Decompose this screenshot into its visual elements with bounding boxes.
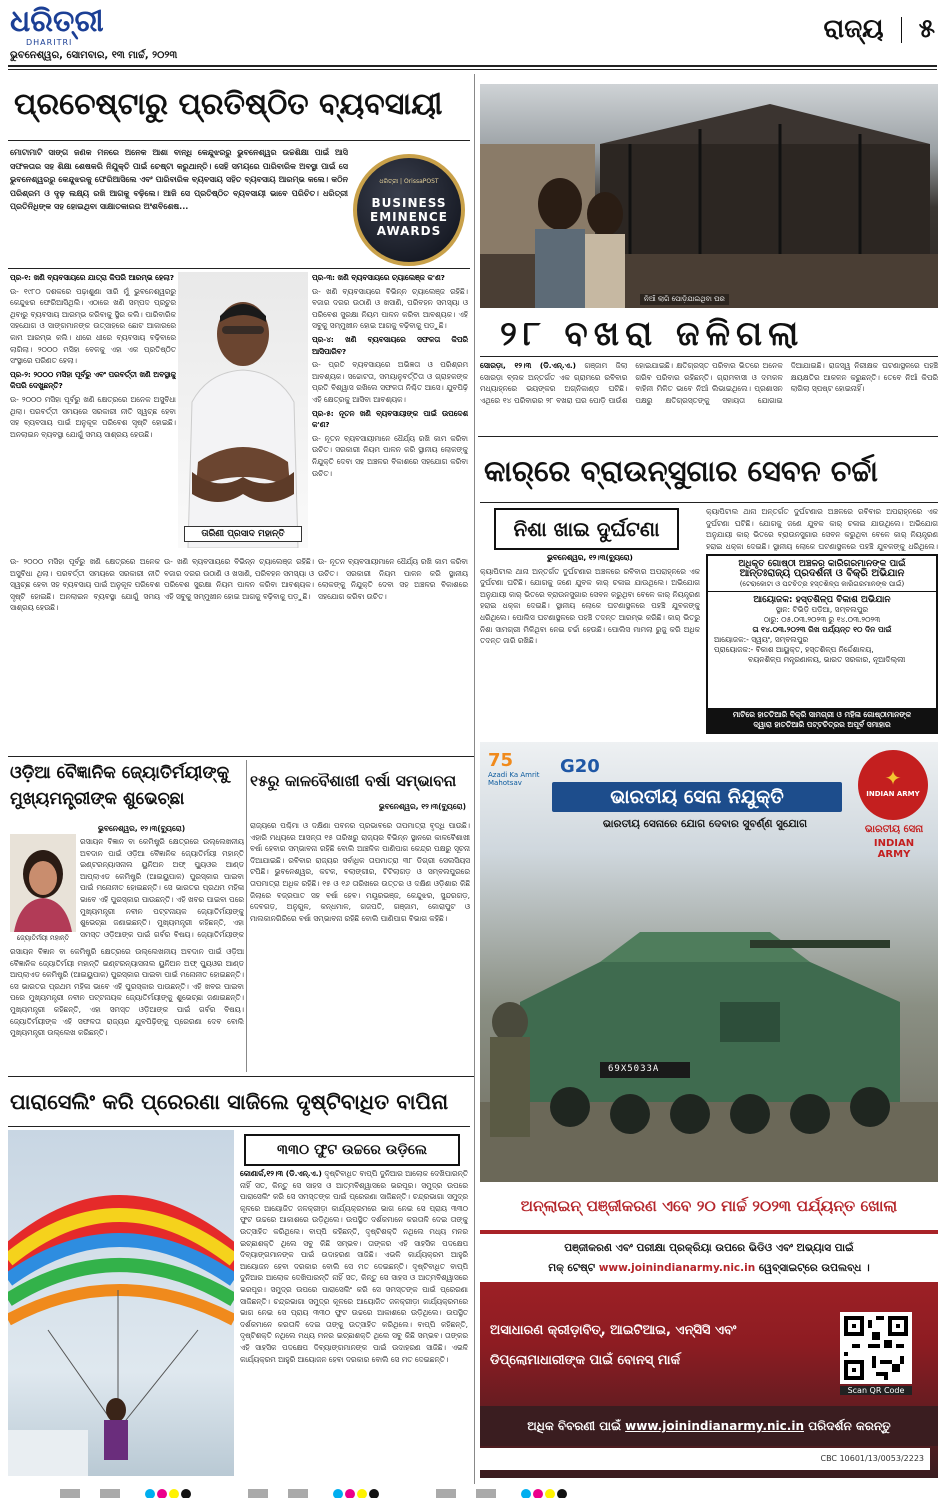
- paraseil-text: ଦୃଷ୍ଟିବାଧିତ ବାପ୍ପି ଦୁନିଆର ଆଲୋକ ଦେଖିପାରନ୍ତି ନାହିଁ ସତ, କିନ୍ତୁ ସେ ସାହସ ଓ ଆତ୍ମବିଶ୍ୱାସରେ ଭରପୂର। ସମୁଦ୍ର ଉପରେ ପାରାସେଲିଂ କରି ସେ ସମସ୍ତଙ୍କ ପାଇଁ ପ୍ରେରଣା ସାଜିଛନ୍ତି। ଚନ୍ଦ୍ରଭାଗା ସମୁଦ୍ର କୂଳରେ ଆୟୋଜିତ ଜଳକ୍ରୀଡ଼ା କାର୍ଯ୍ୟକ୍ରମରେ ଭାଗ ନେଇ ସେ ପ୍ରାୟ ୩୩୦ ଫୁଟ ଉଚ୍ଚରେ ଆକାଶରେ ଉଡ଼ିଥିଲେ। ଉପସ୍ଥିତ ଦର୍ଶକମାନେ କରତାଳି ଦେଇ ତାଙ୍କୁ ଉତ୍ସାହିତ କରିଥିଲେ। ବାପ୍ପି କହିଛନ୍ତି, ଦୃଷ୍ଟିଶକ୍ତି ନଥିଲେ ମଧ୍ୟ ମନର ଇଚ୍ଛାଶକ୍ତି ଥିଲେ ସବୁ କିଛି ସମ୍ଭବ। ତାଙ୍କର ଏହି ସାହସିକ ପଦକ୍ଷେପ ଦିବ୍ୟାଙ୍ଗମାନଙ୍କ ପାଇଁ ଉଦାହରଣ ସାଜିଛି। ଏଭଳି କାର୍ଯ୍ୟକ୍ରମ ଆହୁରି ଆୟୋଜନ ହେବା ଦରକାର ବୋଲି ସେ ମତ ଦେଇଛନ୍ତି।: [240, 1169, 468, 1271]
- expo-l3: ବୟନଶିଳ୍ପ ମନ୍ତ୍ରଣାଳୟ, ଭାରତ ସରକାର, ନୂଆଦିଲ୍ଲୀ: [748, 655, 906, 664]
- astro-photo: [10, 834, 76, 932]
- expo-l1: ଆୟୋଜକ:- ସ୍ୱୟଂ, ସମ୍ବଲପୁର: [714, 635, 809, 644]
- business-col-4: ଉ- ୨୦୦୦ ମସିହା ପୂର୍ବରୁ ଖଣି କ୍ଷେତ୍ରରେ ଅନେକ ଅସୁବିଧା ଥିଲା। ପରବର୍ତ୍ତୀ ସମୟରେ ସରକାରୀ ନୀତି ସ୍ୱଚ୍ଛ ହେବା ସହ ବ୍ୟବସାୟ ପାଇଁ ଅନୁକୂଳ ପରିବେଶ ସୃଷ୍ଟି ହୋଇଛି। ଅନଲାଇନ ବ୍ୟବସ୍ଥା ଯୋଗୁଁ ସମୟ ସାଶ୍ରୟ ହେଉଛି।: [10, 557, 160, 613]
- fire-text: ଗଞ୍ଜାମ ଜିଲା ସୋରଡ଼ା ବ୍ଲକ ଅନ୍ତର୍ଗତ ଏକ ଗ୍ରାମରେ ରବିବାର ମଧ୍ୟାହ୍ନରେ ଭୟଙ୍କର ଅଗ୍ନିକାଣ୍ଡ ଘଟିଛି। ଏଥିରେ ୧୪ ପରିବାରର ୨୮ ବଖରା ଘର ପୋଡ଼ି ପାଉଁଶ ହୋଇଯାଇଛି। କ୍ଷତିଗ୍ରସ୍ତ ପରିବାର ଭିତରେ ଅନେକ ଗରିବ ପରିବାର ରହିଛନ୍ତି। ଗ୍ରାମବାସୀ ଓ ଦମକଳ ବାହିନୀ ମିଳିତ ଭାବେ ନିଆଁ ଲିଭାଇଥିଲେ। ପ୍ରଶାସନ ପକ୍ଷରୁ କ୍ଷତିଗ୍ରସ୍ତଙ୍କୁ ସହାୟତା ଯୋଗାଇ ଦିଆଯାଇଛି। ରାଜସ୍ୱ ନିରୀକ୍ଷକ ଘଟଣାସ୍ଥଳରେ ପହଞ୍ଚି କ୍ଷୟକ୍ଷତିର ଆକଳନ କରୁଛନ୍ତି। ତେବେ ନିଆଁ କିପରି ଲାଗିଲା ସ୍ପଷ୍ଟ ହୋଇନାହିଁ।: [480, 361, 938, 405]
- business-col-1: [10, 272, 176, 552]
- astro-dateline: ଭୁବନେଶ୍ୱର, ୧୨।୩(ବ୍ୟୁରୋ): [98, 824, 186, 833]
- mock-line2: ମକ୍ ଟେଷ୍ଟ www.joinindianarmy.nic.in ୱେବ୍‌ସାଇଟ୍‌ରେ ଉପଲବ୍ଧ ।: [548, 1262, 870, 1274]
- expo-box: [706, 554, 938, 734]
- astro-body: ରସାୟନ ବିଜ୍ଞାନ ବା କେମିଷ୍ଟ୍ରି କ୍ଷେତ୍ରରେ ଉଲ୍ଲେଖନୀୟ ଅବଦାନ ପାଇଁ ଓଡ଼ିଆ ବୈଜ୍ଞାନିକ ଜ୍ୟୋତିର୍ମୟୀ ମହାନ୍ତି ଇଣ୍ଟରନ୍ୟାସନାଲ ୟୁନିଅନ ଅଫ୍ ପ୍ୟୁଓର ଆଣ୍ଡ ଆପ୍ଲାଏଡ କେମିଷ୍ଟ୍ରି (ଆଇୟୁପାକ) ପୁରସ୍କାର ପାଇବା ପାଇଁ ମନୋନୀତ ହୋଇଛନ୍ତି। ସେ ଭାରତର ପ୍ରଥମ ମହିଳା ଭାବେ ଏହି ପୁରସ୍କାର ପାଉଛନ୍ତି। ଏହି ଖବର ପାଇବା ପରେ ମୁଖ୍ୟମନ୍ତ୍ରୀ ନବୀନ ପଟ୍ଟନାୟକ ଜ୍ୟୋତିର୍ମୟୀଙ୍କୁ ଶୁଭେଚ୍ଛା ଜଣାଇଛନ୍ତି। ମୁଖ୍ୟମନ୍ତ୍ରୀ କହିଛନ୍ତି, ଏହା ସମସ୍ତ ଓଡ଼ିଆଙ୍କ ପାଇଁ ଗର୍ବର ବିଷୟ। ଜ୍ୟୋତିର୍ମୟୀଙ୍କ ଏହି ସଫଳତା ରାଜ୍ୟର ଯୁବପିଢ଼ିଙ୍କୁ ପ୍ରେରଣା ଦେବ ବୋଲି ମୁଖ୍ୟମନ୍ତ୍ରୀ ଉଲ୍ଲେଖ କରିଛନ୍ତି।: [10, 947, 244, 1038]
- award-line3: AWARDS: [376, 224, 442, 238]
- q5: ପ୍ର-୫: ନୂତନ ଖଣି ବ୍ୟବସାୟୀଙ୍କ ପାଇଁ ଉପଦେଶ କ'ଣ?: [312, 408, 468, 430]
- army-recruitment-ad[interactable]: [480, 742, 938, 1478]
- tank-number: 69X5033A: [608, 1064, 660, 1074]
- reg-headline: ଅନ୍‌ଲାଇନ୍ ପଞ୍ଜୀକରଣ ଏବେ ୨୦ ମାର୍ଚ୍ଚ ୨୦୨୩ ପର୍ଯ୍ୟନ୍ତ ଖୋଲା: [520, 1196, 898, 1215]
- dharitri-logo[interactable]: [10, 6, 140, 48]
- a2: ଉ- ୨୦୦୦ ମସିହା ପୂର୍ବରୁ ଖଣି କ୍ଷେତ୍ରରେ ଅନେକ ଅସୁବିଧା ଥିଲା। ପରବର୍ତ୍ତୀ ସମୟରେ ସରକାରୀ ନୀତି ସ୍ୱଚ୍ଛ ହେବା ସହ ବ୍ୟବସାୟ ପାଇଁ ଅନୁକୂଳ ପରିବେଶ ସୃଷ୍ଟି ହୋଇଛି। ଅନଲାଇନ ବ୍ୟବସ୍ଥା ଯୋଗୁଁ ସମୟ ସାଶ୍ରୟ ହେଉଛି।: [10, 394, 176, 439]
- expo-title: ଅଧିକୃତ ଗୋଷ୍ଠୀ ଅଞ୍ଚଳର କାରିଗରମାନଙ୍କ ପାଇଁ: [738, 559, 906, 569]
- expo-l2: ପ୍ରାୟୋଜକ:- ବିକାଶ ଆୟୁକ୍ତ, ହସ୍ତଶିଳ୍ପ ନିର୍ଦ୍ଦେଶାଳୟ,: [714, 645, 874, 654]
- expo-venue: ସ୍ଥାନ: ଟିଭିଡ଼ି ପଡ଼ିଆ, ସମ୍ବଲପୁର: [775, 605, 869, 614]
- business-col-3: [312, 272, 468, 552]
- rain-headline: ୧୫ରୁ କାଳବୈଶାଖୀ ବର୍ଷା ସମ୍ଭାବନା: [250, 771, 457, 790]
- brownsugar-story: [480, 440, 938, 736]
- qr-label: Scan QR Code: [840, 1386, 912, 1395]
- portrait-caption: ତାରିଣୀ ପ୍ରସାଦ ମହାନ୍ତି: [184, 526, 302, 542]
- a3: ଉ- ଖଣି ବ୍ୟବସାୟରେ ବିଭିନ୍ନ ଚ୍ୟାଲେଞ୍ଜ ରହିଛି। ବଜାର ଦରର ଉଠାଣି ଓ ଖସାଣି, ପରିବହନ ସମସ୍ୟା ଓ ପରିବେଶ ସୁରକ୍ଷା ନିୟମ ପାଳନ କରିବା ଆବଶ୍ୟକ। ଏହି ସବୁକୁ ସମ୍ମୁଖୀନ ହୋଇ ଆଗକୁ ବଢ଼ିବାକୁ ପଡ଼ୁଛି।: [312, 286, 468, 331]
- business-col-5: ଉ- ଖଣି ବ୍ୟବସାୟରେ ବିଭିନ୍ନ ଚ୍ୟାଲେଞ୍ଜ ରହିଛି। ବଜାର ଦରର ଉଠାଣି ଓ ଖସାଣି, ପରିବହନ ସମସ୍ୟା ଓ ପରିବେଶ ସୁରକ୍ଷା ନିୟମ ପାଳନ କରିବା ଆବଶ୍ୟକ। ଏହି ସବୁକୁ ସମ୍ମୁଖୀନ ହୋଇ ଆଗକୁ ବଢ଼ିବାକୁ ପଡ଼ୁଛି।: [164, 557, 314, 601]
- army-title-band: [552, 782, 842, 812]
- portrait-photo: [178, 272, 308, 548]
- expo-date: ଠାରୁ: ୦୫.୦୩.୨୦୨୩ ରୁ ୧୪.୦୩.୨୦୨୩: [763, 615, 881, 624]
- fire-body: [480, 360, 938, 434]
- azadi-text: Azadi Ka Amrit Mahotsav: [488, 771, 540, 787]
- astro-body-side: ରସାୟନ ବିଜ୍ଞାନ ବା କେମିଷ୍ଟ୍ରି କ୍ଷେତ୍ରରେ ଉଲ୍ଲେଖନୀୟ ଅବଦାନ ପାଇଁ ଓଡ଼ିଆ ବୈଜ୍ଞାନିକ ଜ୍ୟୋତିର୍ମୟୀ ମହାନ୍ତି ଇଣ୍ଟରନ୍ୟାସନାଲ ୟୁନିଅନ ଅଫ୍ ପ୍ୟୁଓର ଆଣ୍ଡ ଆପ୍ଲାଏଡ କେମିଷ୍ଟ୍ରି (ଆଇୟୁପାକ) ପୁରସ୍କାର ପାଇବା ପାଇଁ ମନୋନୀତ ହୋଇଛନ୍ତି। ସେ ଭାରତର ପ୍ରଥମ ମହିଳା ଭାବେ ଏହି ପୁରସ୍କାର ପାଉଛନ୍ତି। ଏହି ଖବର ପାଇବା ପରେ ମୁଖ୍ୟମନ୍ତ୍ରୀ ନବୀନ ପଟ୍ଟନାୟକ ଜ୍ୟୋତିର୍ମୟୀଙ୍କୁ ଶୁଭେଚ୍ଛା ଜଣାଇଛନ୍ତି। ମୁଖ୍ୟମନ୍ତ୍ରୀ କହିଛନ୍ତି, ଏହା ସମସ୍ତ ଓଡ଼ିଆଙ୍କ ପାଇଁ ଗର୍ବର ବିଷୟ। ଜ୍ୟୋତିର୍ମୟୀଙ୍କ: [80, 837, 244, 939]
- dateline: ଭୁବନେଶ୍ୱର, ସୋମବାର, ୧୩ ମାର୍ଚ୍ଚ, ୨୦୨୩: [10, 50, 178, 61]
- rain-dateline: ଭୁବନେଶ୍ୱର, ୧୨।୩(ବ୍ୟୁରୋ): [378, 802, 466, 811]
- paraseil-story: [8, 1080, 470, 1476]
- brownsugar-subhead: ନିଶା ଖାଇ ଦୁର୍ଘଟଣା: [494, 508, 679, 550]
- expo-footer1: ମାଟିରେ ହାତତିଆରି ବିକ୍ରି ସାମଗ୍ରୀ ଓ ମହିଳା ଗୋଷ୍ଠୀମାନଙ୍କ: [732, 710, 912, 719]
- bonus-line1: ଅସାଧାରଣ କ୍ରୀଡ଼ାବିତ୍, ଆଇଟିଆଇ, ଏନ୍‌ସିସି ଏବଂ: [490, 1323, 737, 1338]
- page-header: [824, 14, 935, 45]
- rain-story: [250, 760, 470, 1072]
- expo-footer: [708, 708, 936, 732]
- q4: ପ୍ର-୪: ଖଣି ବ୍ୟବସାୟରେ ସଫଳତା କିପରି ଆସିପାରିବ?: [312, 334, 468, 356]
- tank-illustration: [480, 852, 938, 1182]
- fire-headline: ୨୮ ବଖରା ଜଳିଗଲା: [500, 314, 805, 354]
- fire-story: [480, 74, 938, 434]
- a1: ଉ- ୧୯୮୦ ଦଶକରେ ପଢ଼ାଶୁଣା ସାରି ମୁଁ ଭୁବନେଶ୍ୱରରୁ କେନ୍ଦୁଝର ଫେରିଆସିଥିଲି। ଏଠାରେ ଖଣି ସମ୍ପଦ ପ୍ରଚୁର ଥିବାରୁ ବ୍ୟବସାୟ ଆରମ୍ଭ କରିବାକୁ ସ୍ଥିର କଲି। ପାରିବାରିକ ସହଯୋଗ ଓ ସାଙ୍ଗମାନଙ୍କ ଉତ୍ସାହରେ ଛୋଟ ଆକାରରେ କାମ ଆରମ୍ଭ କଲି। ଧୀରେ ଧୀରେ ବ୍ୟବସାୟ ବଢ଼ିବାରେ ଲାଗିଲା। ୨୦୦୦ ମସିହା ବେଳକୁ ଏହା ଏକ ପ୍ରତିଷ୍ଠିତ ସଂସ୍ଥାରେ ପରିଣତ ହେଲା।: [10, 286, 176, 366]
- more-url[interactable]: www.joinindianarmy.nic.in: [625, 1419, 805, 1433]
- cbc-code: CBC 10601/13/0053/2223: [480, 1448, 930, 1470]
- astro-story: [8, 760, 244, 1072]
- expo-footer2: ଦ୍ୱାରା ହାତତିଆରି ପଟ୍ଟଚିତ୍ରର ଅପୂର୍ବ ସମାହାର: [753, 720, 891, 729]
- q2: ପ୍ର-୨: ୨୦୦୦ ମସିହା ପୂର୍ବରୁ ଏବଂ ପରବର୍ତ୍ତୀ ଖଣି ଅବସ୍ଥାକୁ କିପରି ଦେଖୁଛନ୍ତି?: [10, 369, 176, 391]
- astro-photo-caption: ଜ୍ୟୋତିର୍ମୟୀ ମହାନ୍ତି: [16, 934, 70, 942]
- paraseil-dateline: କୋଣାର୍କ,୧୨।୩ (ଡି.ଏନ୍.ଏ.): [240, 1169, 322, 1178]
- azadi-logo: [488, 750, 548, 787]
- business-col-6: ଉ- ନୂତନ ବ୍ୟବସାୟୀମାନେ ଧୈର୍ଯ୍ୟ ରଖି କାମ କରିବା ଉଚିତ। ସରକାରୀ ନିୟମ ପାଳନ କରି ସ୍ଥାନୀୟ ଲୋକଙ୍କୁ ନିଯୁକ୍ତି ଦେବା ସହ ଅଞ୍ଚଳର ବିକାଶରେ ସହଯୋଗ କରିବା ଉଚିତ।: [318, 557, 468, 601]
- g20-logo: G20: [560, 756, 600, 777]
- page-number: ୫: [918, 14, 935, 44]
- army-odia-name: ଭାରତୀୟ ସେନା: [864, 824, 924, 835]
- qr-code[interactable]: [840, 1312, 912, 1384]
- fire-photo: [480, 84, 938, 308]
- mock-line1: ପଞ୍ଜୀକରଣ ଏବଂ ପରୀକ୍ଷା ପ୍ରକ୍ରିୟା ଉପରେ ଭିଡିଓ ଏବଂ ଅଭ୍ୟାସ ପାଇଁ: [564, 1242, 854, 1254]
- indian-army-badge-label: INDIAN ARMY: [866, 790, 920, 798]
- army-en-name: INDIAN ARMY: [873, 838, 915, 860]
- brownsugar-body: [480, 552, 700, 736]
- fire-dateline: ସୋରଡ଼ା, ୧୨।୩ (ଡି.ଏନ୍.ଏ.): [480, 361, 577, 370]
- brownsugar-headline: କାର୍‌ରେ ବ୍ରାଉନ୍‌ସୁଗାର ସେବନ ଚର୍ଚ୍ଚା: [484, 454, 878, 488]
- award-line2: EMINENCE: [370, 210, 448, 224]
- rain-body: ରାଜ୍ୟରେ ପଶ୍ଚିମା ଓ ଦକ୍ଷିଣା ପବନର ପ୍ରଭାବରେ ତାପମାତ୍ରା ବୃଦ୍ଧି ପାଉଛି। ଏହାରି ମଧ୍ୟରେ ଆସନ୍ତା ୧୫ ତାରିଖରୁ ରାଜ୍ୟର ବିଭିନ୍ନ ସ୍ଥାନରେ କାଳବୈଶାଖୀ ବର୍ଷା ହେବାର ସମ୍ଭାବନା ରହିଛି ବୋଲି ଆଞ୍ଚଳିକ ପାଣିପାଗ କେନ୍ଦ୍ର ପକ୍ଷରୁ ସୂଚନା ଦିଆଯାଇଛି। ରବିବାର ରାଜ୍ୟର ସର୍ବାଧିକ ତାପମାତ୍ରା ୩୮ ଡିଗ୍ରୀ ସେଲସିୟସ ଟପିଛି। ଭୁବନେଶ୍ୱର, କଟକ, ବଲାଙ୍ଗୀର, ଟିଟିଲାଗଡ଼ ଓ ସମ୍ବଲପୁରରେ ତାପମାତ୍ରା ଅଧିକ ରହିଛି। ୧୫ ଓ ୧୬ ତାରିଖରେ ଉତ୍ତର ଓ ଦକ୍ଷିଣ ଓଡ଼ିଶାର କିଛି ଜିଲାରେ ବଜ୍ରପାତ ସହ ବର୍ଷା ହେବ। ମୟୂରଭଞ୍ଜ, କେନ୍ଦୁଝର, ସୁନ୍ଦରଗଡ଼, ଦେବଗଡ଼, ଅନୁଗୁଳ, କନ୍ଧମାଳ, ଗଜପତି, ଗଞ୍ଜାମ, କୋରାପୁଟ ଓ ମାଲକାନଗିରିରେ ବର୍ଷା ସମ୍ଭାବନା ରହିଛି ବୋଲି ପାଣିପାଗ ବିଭାଗ କହିଛି।: [250, 821, 470, 923]
- print-marks: [60, 1484, 920, 1496]
- q3: ପ୍ର-୩: ଖଣି ବ୍ୟବସାୟରେ ଚ୍ୟାଲେଞ୍ଜ କ'ଣ?: [312, 273, 445, 282]
- expo-days: ତା ୧୪.୦୩.୨୦୨୩ ରିଖ ପର୍ଯ୍ୟନ୍ତ ୧୦ ଦିନ ପାଇଁ: [752, 625, 892, 634]
- indian-army-badge: ✦ INDIAN ARMY: [858, 750, 928, 820]
- mock-test: [480, 1234, 938, 1282]
- brownsugar-dateline: ଭୁବନେଶ୍ୱର, ୧୨।୩(ବ୍ୟୁରୋ): [547, 553, 633, 562]
- a5: ଉ- ନୂତନ ବ୍ୟବସାୟୀମାନେ ଧୈର୍ଯ୍ୟ ରଖି କାମ କରିବା ଉଚିତ। ସରକାରୀ ନିୟମ ପାଳନ କରି ସ୍ଥାନୀୟ ଲୋକଙ୍କୁ ନିଯୁକ୍ତି ଦେବା ସହ ଅଞ୍ଚଳର ବିକାଶରେ ସହଯୋଗ କରିବା ଉଚିତ।: [312, 433, 468, 478]
- astro-headline-2: ମୁଖ୍ୟମନ୍ତ୍ରୀଙ୍କ ଶୁଭେଚ୍ଛା: [10, 789, 185, 809]
- award-line1: BUSINESS: [371, 196, 447, 210]
- business-intro: ମୋଟାମାଟି ସାଙ୍ଗ ଜଣକ ମନରେ ଅନେକ ଆଶା ବାନ୍ଧି କେନ୍ଦୁଝରରୁ ଭୁବନେଶ୍ୱର ଉଚ୍ଚଶିକ୍ଷା ପାଇଁ ଆସି ସଫଳତାର ସହ ଶିକ୍ଷା ଶେଷକରି ନିଯୁକ୍ତି ପାଇଁ ଚେଷ୍ଟା କରୁଥାନ୍ତି। ସେହି ସମୟରେ ପାରିବାରିକ ଅବସ୍ଥା ପାଇଁ ସେ ଭୁବନେଶ୍ୱରରୁ କେନ୍ଦୁଝରକୁ ଫେରିଆସିଲେ ଏବଂ ପାରିବାରିକ ବ୍ୟବସାୟ ସହିତ ବ୍ୟବସାୟ ଆରମ୍ଭ କଲେ। କଠିନ ପରିଶ୍ରମ ଓ ଦୃଢ଼ ଲକ୍ଷ୍ୟ ରଖି ଆଗକୁ ବଢ଼ିଲେ। ଆଜି ସେ ପ୍ରତିଷ୍ଠିତ ବ୍ୟବସାୟୀ ଭାବେ ପରିଚିତ। ଧରିତ୍ରୀ ପ୍ରତିନିଧିଙ୍କ ସହ ହୋଇଥିବା ସାକ୍ଷାତକାରର ଅଂଶବିଶେଷ...: [10, 148, 348, 211]
- expo-organizer: (ଟେରାକୋଟା ଓ ପଟଚିତ୍ର ହସ୍ତଶିଳ୍ପ କାରିଗରମାନଙ୍କ ପାଇଁ): [708, 579, 936, 592]
- paraseil-photo: [8, 1130, 234, 1476]
- logo-text: ଧରିତ୍ରୀ: [10, 4, 104, 39]
- paraseil-body: କୋଣାର୍କ,୧୨।୩ (ଡି.ଏନ୍.ଏ.) ଦୃଷ୍ଟିବାଧିତ ବାପ୍ପି ଦୁନିଆର ଆଲୋକ ଦେଖିପାରନ୍ତି ନାହିଁ ସତ, କିନ୍ତୁ ସେ ସାହସ ଓ ଆତ୍ମବିଶ୍ୱାସରେ ଭରପୂର। ସମୁଦ୍ର ଉପରେ ପାରାସେଲିଂ କରି ସେ ସମସ୍ତଙ୍କ ପାଇଁ ପ୍ରେରଣା ସାଜିଛନ୍ତି। ଚନ୍ଦ୍ରଭାଗା ସମୁଦ୍ର କୂଳରେ ଆୟୋଜିତ ଜଳକ୍ରୀଡ଼ା କାର୍ଯ୍ୟକ୍ରମରେ ଭାଗ ନେଇ ସେ ପ୍ରାୟ ୩୩୦ ଫୁଟ ଉଚ୍ଚରେ ଆକାଶରେ ଉଡ଼ିଥିଲେ। ଉପସ୍ଥିତ ଦର୍ଶକମାନେ କରତାଳି ଦେଇ ତାଙ୍କୁ ଉତ୍ସାହିତ କରିଥିଲେ। ବାପ୍ପି କହିଛନ୍ତି, ଦୃଷ୍ଟିଶକ୍ତି ନଥିଲେ ମଧ୍ୟ ମନର ଇଚ୍ଛାଶକ୍ତି ଥିଲେ ସବୁ କିଛି ସମ୍ଭବ। ତାଙ୍କର ଏହି ସାହସିକ ପଦକ୍ଷେପ ଦିବ୍ୟାଙ୍ଗମାନଙ୍କ ପାଇଁ ଉଦାହରଣ ସାଜିଛି। ଏଭଳି କାର୍ଯ୍ୟକ୍ରମ ଆହୁରି ଆୟୋଜନ ହେବା ଦରକାର ବୋଲି ସେ ମତ ଦେଇଛନ୍ତି। ଦୃଷ୍ଟିବାଧିତ ବାପ୍ପି ଦୁନିଆର ଆଲୋକ ଦେଖିପାରନ୍ତି ନାହିଁ ସତ, କିନ୍ତୁ ସେ ସାହସ ଓ ଆତ୍ମବିଶ୍ୱାସରେ ଭରପୂର। ସମୁଦ୍ର ଉପରେ ପାରାସେଲିଂ କରି ସେ ସମସ୍ତଙ୍କ ପାଇଁ ପ୍ରେରଣା ସାଜିଛନ୍ତି। ଚନ୍ଦ୍ରଭାଗା ସମୁଦ୍ର କୂଳରେ ଆୟୋଜିତ ଜଳକ୍ରୀଡ଼ା କାର୍ଯ୍ୟକ୍ରମରେ ଭାଗ ନେଇ ସେ ପ୍ରାୟ ୩୩୦ ଫୁଟ ଉଚ୍ଚରେ ଆକାଶରେ ଉଡ଼ିଥିଲେ। ଉପସ୍ଥିତ ଦର୍ଶକମାନେ କରତାଳି ଦେଇ ତାଙ୍କୁ ଉତ୍ସାହିତ କରିଥିଲେ। ବାପ୍ପି କହିଛନ୍ତି, ଦୃଷ୍ଟିଶକ୍ତି ନଥିଲେ ମଧ୍ୟ ମନର ଇଚ୍ଛାଶକ୍ତି ଥିଲେ ସବୁ କିଛି ସମ୍ଭବ। ତାଙ୍କର ଏହି ସାହସିକ ପଦକ୍ଷେପ ଦିବ୍ୟାଙ୍ଗମାନଙ୍କ ପାଇଁ ଉଦାହରଣ ସାଜିଛି। ଏଭଳି କାର୍ଯ୍ୟକ୍ରମ ଆହୁରି ଆୟୋଜନ ହେବା ଦରକାର ବୋଲି ସେ ମତ ଦେଇଛନ୍ତି।: [240, 1169, 468, 1364]
- expo-host: ଆୟୋଜକ: ହସ୍ତଶିଳ୍ପ ବିକାଶ ଅଭିଯାନ: [753, 595, 891, 605]
- award-badge: [353, 154, 465, 266]
- brownsugar-right-top: କ୍ୟାପିଟାଲ ଥାନା ଅନ୍ତର୍ଗତ ଦୁର୍ଘଟଣାର ଅଞ୍ଚଳରେ ରବିବାର ଅପରାହ୍ନରେ ଏକ ଦୁର୍ଘଟଣା ଘଟିଛି। ଯୋଗକୁ ଜଣେ ଯୁବକ କାର୍ ଚଳାଇ ଯାଉଥିଲେ। ଅଭିଯୋଗ ଅନୁଯାୟୀ କାର୍ ଭିତରେ ବ୍ରାଉନସୁଗାର ସେବନ କରୁଥିବା ବେଳେ କାର୍ ନିୟନ୍ତ୍ରଣ ହରାଇ ଧକ୍କା ଦେଇଛି। ସ୍ଥାନୀୟ ଲୋକେ ଘଟଣାସ୍ଥଳରେ ପହଞ୍ଚି ଯୁବକଙ୍କୁ ଧରିଥିଲେ।: [706, 507, 938, 551]
- business-story: [8, 74, 470, 752]
- page-name: ରାଜ୍ୟ: [823, 14, 884, 44]
- bonus-text: [490, 1316, 830, 1376]
- award-brand: ଧରିତ୍ରୀ | OrissaPOST: [379, 178, 439, 185]
- army-subtitle: ଭାରତୀୟ ସେନାରେ ଯୋଗ ଦେବାର ସୁବର୍ଣ୍ଣ ସୁଯୋଗ: [602, 818, 808, 830]
- q1: ପ୍ର-୧: ଖଣି ବ୍ୟବସାୟରେ ଯାତ୍ରା କିପରି ଆରମ୍ଭ ହେଲା?: [10, 273, 174, 282]
- mock-url[interactable]: www.joinindianarmy.nic.in: [598, 1262, 756, 1274]
- astro-headline-1: ଓଡ଼ିଆ ବୈଜ୍ଞାନିକ ଜ୍ୟୋତିର୍ମୟୀଙ୍କୁ: [10, 763, 230, 783]
- reg-band: [480, 1182, 938, 1230]
- army-title: ଭାରତୀୟ ସେନା ନିଯୁକ୍ତି: [610, 786, 784, 808]
- more-info-band: ଅଧିକ ବିବରଣୀ ପାଇଁ www.joinindianarmy.nic.in ପରିଦର୍ଶନ କରନ୍ତୁ: [480, 1406, 938, 1446]
- business-headline: ପ୍ରଚେଷ୍ଟାରୁ ପ୍ରତିଷ୍ଠିତ ବ୍ୟବସାୟୀ: [14, 87, 443, 122]
- expo-subtitle: ଆନ୍ତଃରାଜ୍ୟ ପ୍ରଦର୍ଶନୀ ଓ ବିକ୍ରି ଅଭିଯାନ: [739, 568, 905, 579]
- a4: ଉ- ପ୍ରତି ବ୍ୟବସାୟରେ ଅଭିଜ୍ଞତା ଓ ପରିଶ୍ରମ ଆବଶ୍ୟକ। ସଚ୍ଚୋଟତା, ସମୟାନୁବର୍ତ୍ତିତା ଓ ଗ୍ରାହକଙ୍କ ପ୍ରତି ବିଶ୍ୱାସ ରଖିଲେ ସଫଳତା ନିଶ୍ଚିତ ଆସେ। ଯୁବପିଢ଼ି ଏହି କ୍ଷେତ୍ରକୁ ଆସିବା ଆବଶ୍ୟକ।: [312, 360, 468, 404]
- azadi-75: 75: [488, 750, 514, 771]
- bonus-line2: ଡିପ୍ଲୋମାଧାରୀଙ୍କ ପାଇଁ ବୋନସ୍ ମାର୍କ: [490, 1353, 681, 1368]
- brownsugar-text: କ୍ୟାପିଟାଲ ଥାନା ଅନ୍ତର୍ଗତ ଦୁର୍ଘଟଣାର ଅଞ୍ଚଳରେ ରବିବାର ଅପରାହ୍ନରେ ଏକ ଦୁର୍ଘଟଣା ଘଟିଛି। ଯୋଗକୁ ଜଣେ ଯୁବକ କାର୍ ଚଳାଇ ଯାଉଥିଲେ। ଅଭିଯୋଗ ଅନୁଯାୟୀ କାର୍ ଭିତରେ ବ୍ରାଉନସୁଗାର ସେବନ କରୁଥିବା ବେଳେ କାର୍ ନିୟନ୍ତ୍ରଣ ହରାଇ ଧକ୍କା ଦେଇଛି। ସ୍ଥାନୀୟ ଲୋକେ ଘଟଣାସ୍ଥଳରେ ପହଞ୍ଚି ଯୁବକଙ୍କୁ ଧରିଥିଲେ। ପୋଲିସ ଘଟଣାସ୍ଥଳରେ ପହଞ୍ଚି ତଦନ୍ତ ଆରମ୍ଭ କରିଛି। କାର୍ ଭିତରୁ ନିଶା ସାମଗ୍ରୀ ମିଳିଥିବା ନେଇ ଚର୍ଚ୍ଚା ହେଉଛି। ପୋଲିସ ମାମଲା ରୁଜୁ କରି ଅଧିକ ତଦନ୍ତ ଜାରି ରଖିଛି।: [480, 566, 700, 646]
- fire-photo-caption: ନିଆଁ ଲାଗି ପୋଡ଼ିଯାଇଥିବା ଘର: [640, 294, 729, 305]
- paraseil-headline: ପାରାସେଲିଂ କରି ପ୍ରେରଣା ସାଜିଲେ ଦୃଷ୍ଟିବାଧିତ ବାପିନା: [10, 1089, 449, 1114]
- paraseil-subhead: ୩୩୦ ଫୁଟ ଉଚ୍ଚରେ ଉଡ଼ିଲେ: [244, 1134, 460, 1166]
- logo-sub: DHARITRI: [26, 38, 73, 47]
